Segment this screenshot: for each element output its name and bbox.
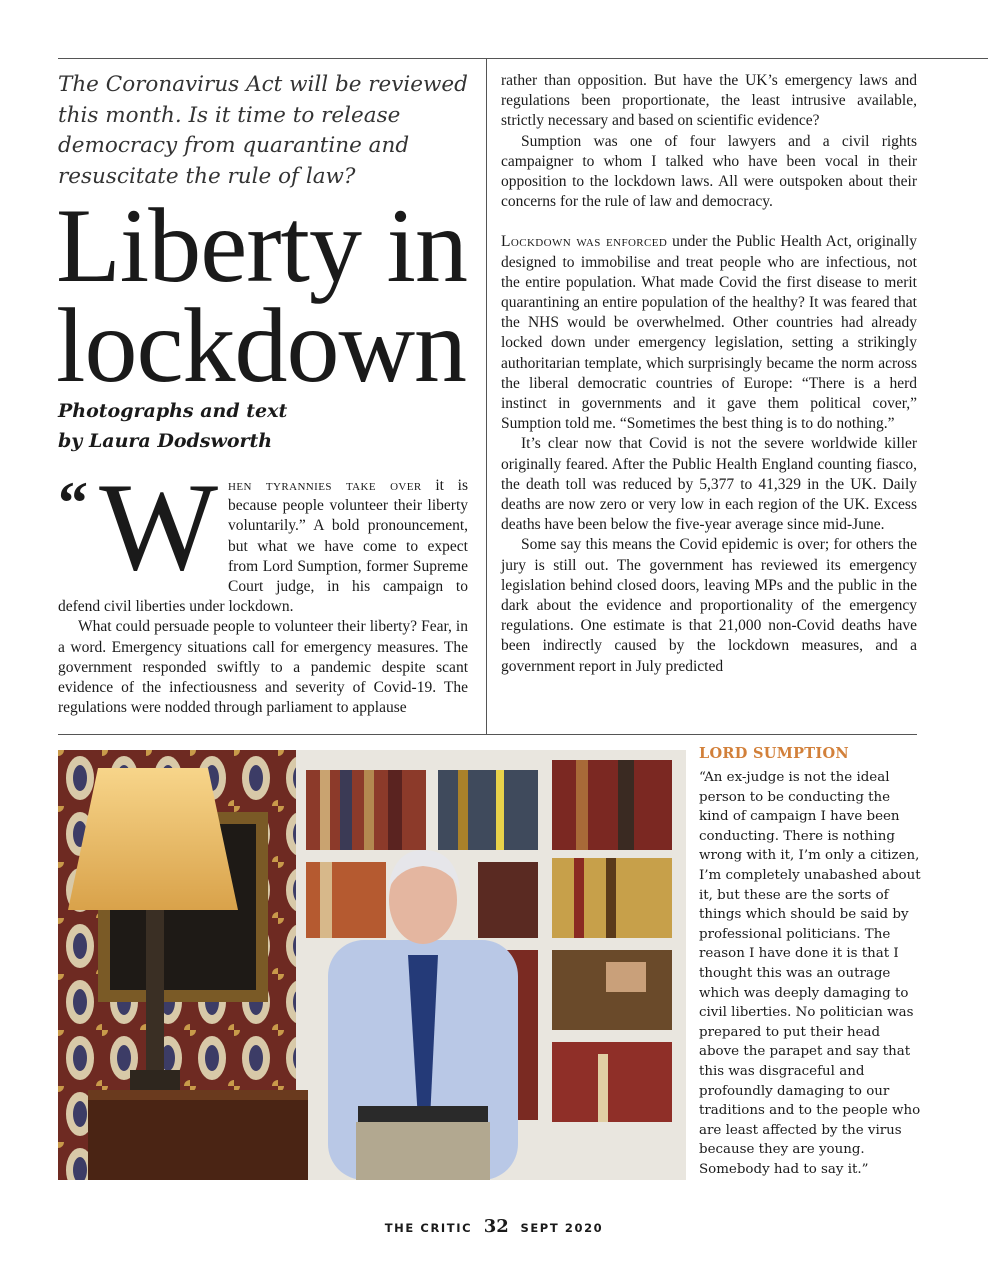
drop-cap-letter: W [99, 458, 218, 597]
dropcap-block [58, 458, 468, 617]
footer-issue-date: SEPT 2020 [520, 1221, 604, 1235]
top-rule [58, 58, 988, 59]
col2-paragraph-5: Some say this means the Covid epidemic is over; for others the jury is still out. The government has reviewed its emergency legislation behind closed doors, leaving MPs and the public in the dark about the evidence and proportionality of the emergency regulations. One estimate is that 21,000 non-Covid deaths have been indirectly caused by the lockdown measures, and a government report in July predicted [501, 536, 917, 675]
portrait-illustration [58, 750, 686, 1180]
paragraph-2: What could persuade people to volunteer their liberty? Fear, in a word. Emergency situations call for emergency measures. The government responded swiftly to a pandemic despite scant evidence of the infectiousness and severity of Covid-19. The regulations were nodded through parliament to applause [58, 618, 468, 717]
mid-rule [58, 734, 917, 735]
col2-paragraph-4: It’s clear now that Covid is not the severe worldwide killer originally feared. After the Public Health England counting fiasco, the death toll was reduced by 5,377 to 41,329 in the UK. Daily deaths are now zero or very low in each region of the UK. Excess deaths have been below the five-year average since mid-June. [501, 435, 917, 534]
headline-line-1: Liberty in [56, 187, 467, 304]
section-gap [501, 212, 917, 232]
article-column-1 [58, 458, 468, 718]
byline-line-2: by Laura Dodsworth [58, 430, 273, 452]
col2-paragraph-3 [501, 232, 917, 434]
section-lead-smallcaps: Lockdown was enforced [501, 233, 668, 251]
standfirst: The Coronavirus Act will be reviewed this month. Is it time to release democracy from quarantine and resuscitate the rule of law? [58, 72, 468, 189]
column-divider [486, 59, 487, 735]
drop-quote-mark: “ [58, 470, 88, 536]
paragraph-1-text: it is because people volunteer their liberty voluntarily.” A bold pronouncement, but what we have come to expect from Lord Sumption, former Supreme Court judge, in his campaign to defend civil liberties under lockdown. [58, 477, 468, 616]
page-footer [0, 1216, 988, 1237]
sidebar-quote [699, 745, 921, 1179]
headline-line-2: lockdown [56, 287, 467, 404]
lead-in-smallcaps: hen tyrannies take over [228, 477, 422, 494]
col2-paragraph-1: rather than opposition. But have the UK’s emergency laws and regulations been proportionate, the least intrusive available, strictly necessary and based on scientific evidence? [501, 72, 917, 130]
col2-paragraph-2: Sumption was one of four lawyers and a civil rights campaigner to whom I talked who have been vocal in their opposition to the lockdown laws. All were outspoken about their concerns for the rule of law and democracy. [501, 132, 917, 211]
footer-page-number: 32 [483, 1216, 509, 1237]
byline [58, 396, 468, 456]
sidebar-title: LORD SUMPTION [699, 745, 849, 762]
article-column-2 [501, 71, 917, 677]
byline-line-1: Photographs and text [58, 400, 288, 422]
portrait-photo [58, 750, 686, 1180]
headline [56, 187, 496, 404]
sidebar-quote-text: “An ex-judge is not the ideal person to be conducting the kind of campaign I have been conducting. There is nothing wrong with it, I’m only a citizen, I’m completely unabashed about it, but these are the sorts of things which should be said by professional politicians. The reason I have done it is that I thought this was an outrage which was deeply damaging to civil liberties. No politician was prepared to put their head above the parapet and say that this was disgraceful and profoundly damaging to our traditions and to the people who are least affected by the virus because they are young. Somebody had to say it.” [699, 770, 921, 1177]
footer-magazine-name: THE CRITIC [384, 1221, 473, 1235]
col2-paragraph-3-text: under the Public Health Act, originally designed to immobilise and treat people who are infectious, not the entire population. What made Covid the first disease to merit quarantining an entire population of the healthy? It was feared that the NHS would be overwhelmed. Other countries had already locked down under emergency legislation, setting a strikingly authoritarian template, which surprisingly became the norm across the liberal democratic countries of Europe: “There is a herd instinct in governments and it gave them political cover,” Sumption told me. “Sometimes the best thing is to do nothing.” [501, 233, 918, 433]
